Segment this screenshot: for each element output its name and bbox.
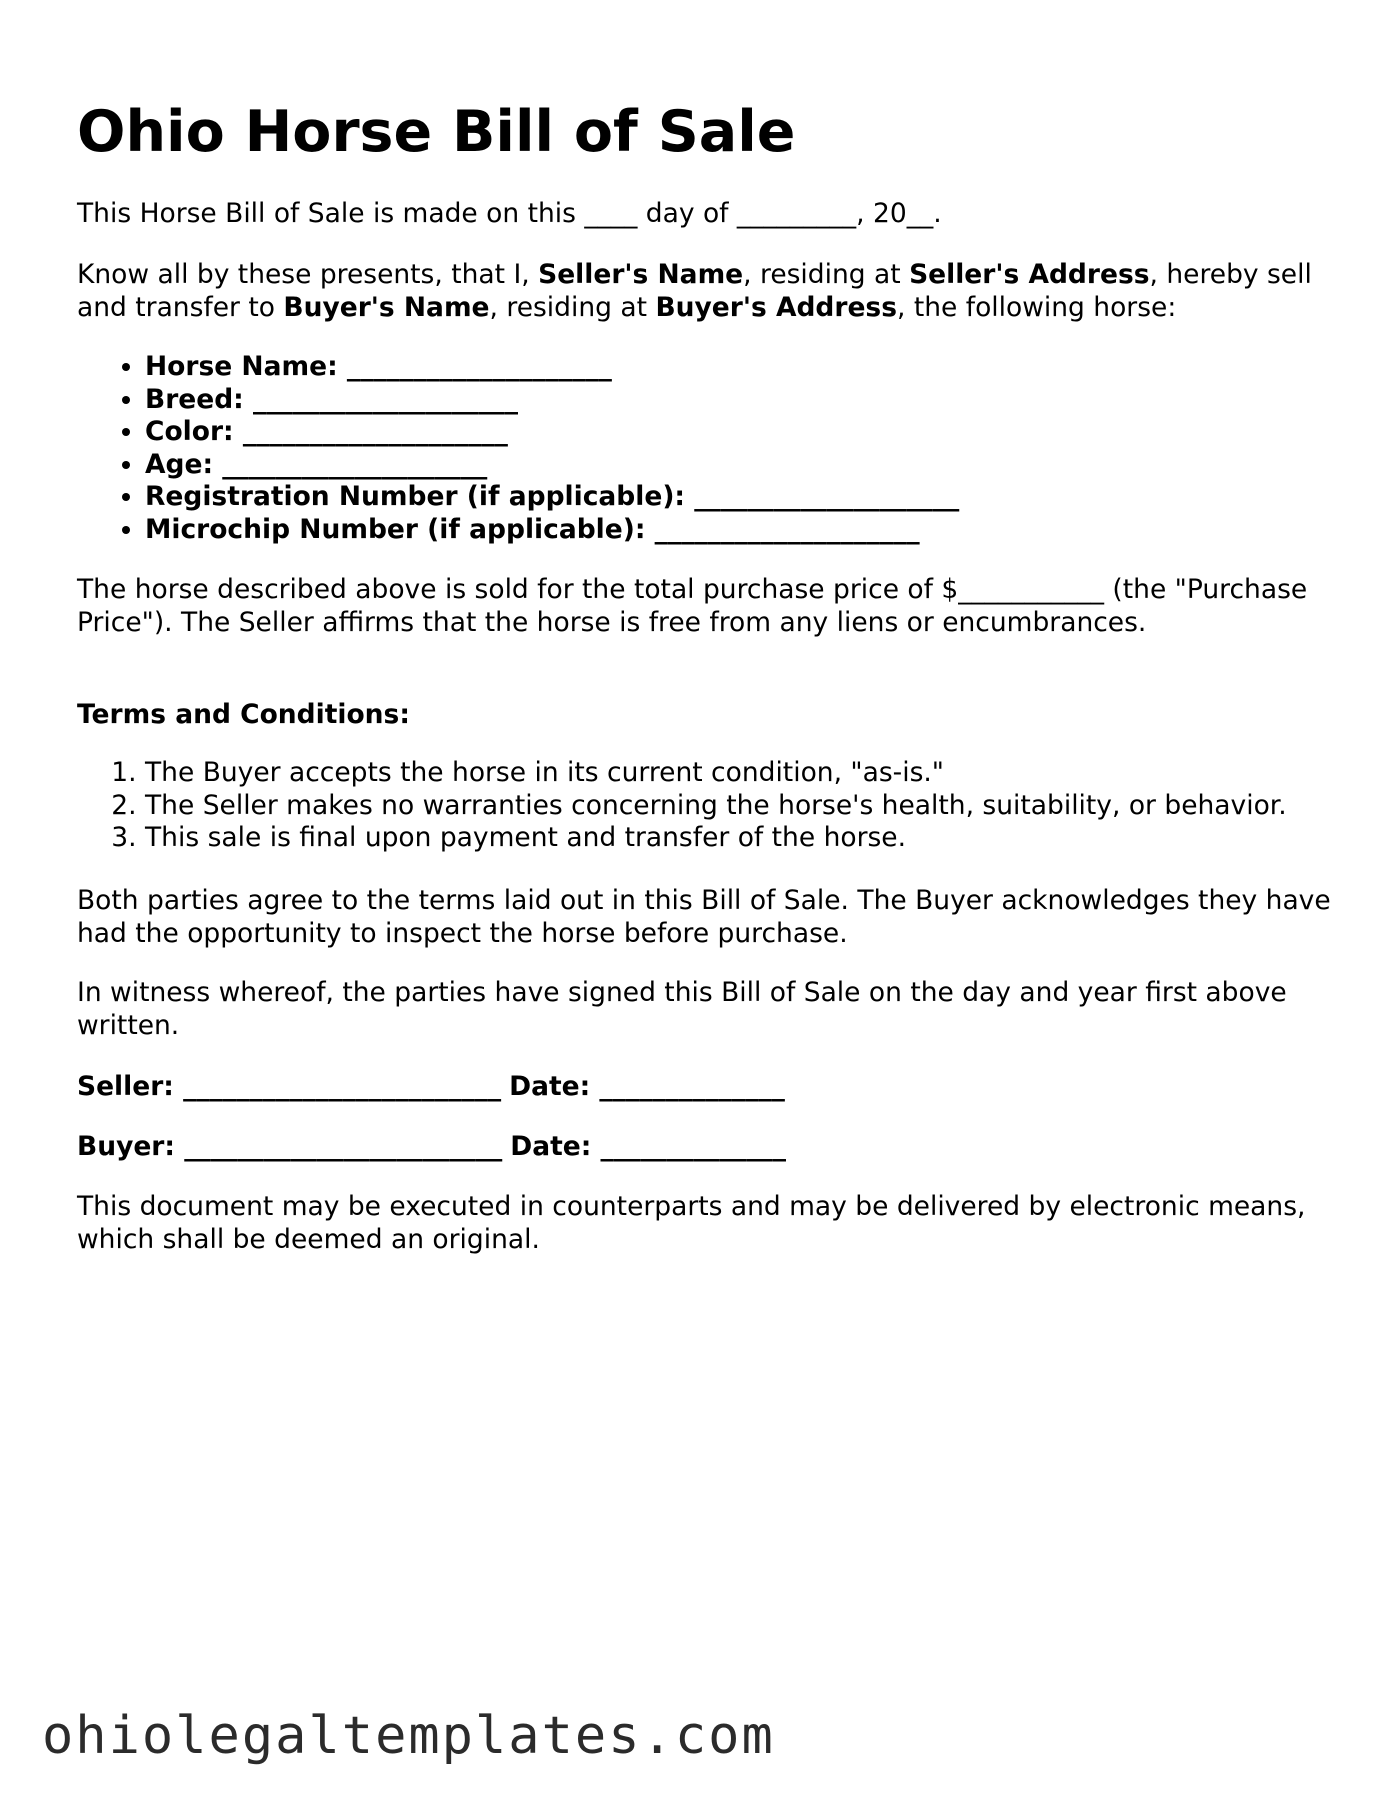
intro-paragraph: This Horse Bill of Sale is made on this ____ day of _________, 20__. xyxy=(77,198,942,229)
breed-field: • Breed: ____________________ xyxy=(145,384,959,417)
parties-text-3: , hereby sell and transfer to xyxy=(77,259,1312,323)
site-watermark: ohiolegaltemplates.com xyxy=(42,1706,775,1766)
term-item: 3. This sale is final upon payment and transfer of the horse. xyxy=(145,822,1287,855)
term-item: 1. The Buyer accepts the horse in its current condition, "as-is." xyxy=(145,757,1287,790)
parties-text-1: Know all by these presents, that I, xyxy=(77,259,539,290)
horse-name-field: • Horse Name: ____________________ xyxy=(145,351,959,384)
witness-paragraph: In witness whereof, the parties have signed this Bill of Sale on the day and year first above written. xyxy=(77,977,1287,1041)
seller-date-line: Date: ______________ xyxy=(509,1071,785,1102)
buyer-date-line: Date: ______________ xyxy=(510,1131,787,1162)
parties-text-2: , residing at xyxy=(743,259,910,290)
term-item: 2. The Seller makes no warranties concerning the horse's health, suitability, or behavior. xyxy=(145,790,1287,823)
buyer-signature-row xyxy=(77,1131,786,1164)
seller-name-placeholder: Seller's Name xyxy=(538,259,744,290)
purchase-price-paragraph: The horse described above is sold for the total purchase price of $___________ (the "Purchase Price"). The Seller affirms that the horse is free from any liens or encumbrances. xyxy=(77,574,1308,638)
parties-text-4: , residing at xyxy=(489,291,656,323)
terms-heading: Terms and Conditions: xyxy=(77,699,410,730)
parties-paragraph xyxy=(77,259,1337,324)
registration-number-field: • Registration Number (if applicable): ____________________ xyxy=(145,481,959,514)
seller-signature-row xyxy=(77,1071,785,1104)
counterparts-paragraph: This document may be executed in counterparts and may be delivered by electronic means, which shall be deemed an original. xyxy=(77,1191,1306,1255)
agreement-paragraph: Both parties agree to the terms laid out in this Bill of Sale. The Buyer acknowledges they have had the opportunity to inspect the horse before purchase. xyxy=(77,885,1331,949)
buyer-signature-line: Buyer: ________________________ xyxy=(77,1131,503,1162)
age-field: • Age: ____________________ xyxy=(145,449,959,482)
buyer-name-placeholder: Buyer's Name xyxy=(283,291,490,323)
terms-list xyxy=(77,757,1287,855)
color-field: • Color: ____________________ xyxy=(145,416,959,449)
buyer-address-placeholder: Buyer's Address xyxy=(655,291,897,323)
seller-signature-line: Seller: ________________________ xyxy=(77,1071,502,1102)
microchip-number-field: • Microchip Number (if applicable): ____________________ xyxy=(145,514,959,547)
horse-details-list xyxy=(77,351,959,546)
parties-text-5: , the following horse: xyxy=(896,291,1177,323)
document-title: Ohio Horse Bill of Sale xyxy=(77,99,796,165)
seller-address-placeholder: Seller's Address xyxy=(909,259,1150,290)
